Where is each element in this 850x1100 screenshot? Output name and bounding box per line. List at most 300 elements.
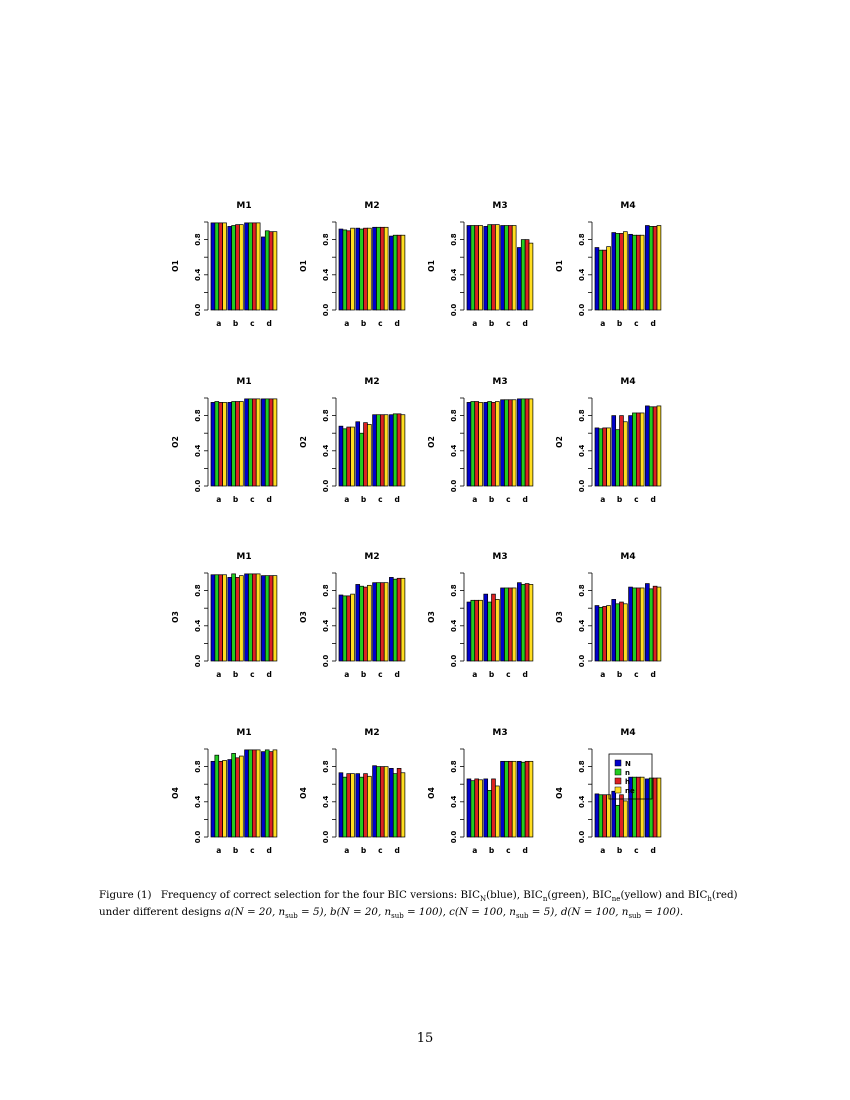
- panel-m4-o3: [555, 552, 661, 679]
- bar-blue: [612, 599, 616, 661]
- bar-green: [248, 750, 252, 837]
- page-number: 15: [416, 1031, 434, 1046]
- bar-red: [269, 752, 273, 837]
- bar-yellow: [512, 761, 516, 837]
- bar-yellow: [479, 402, 483, 486]
- y-tick-label: 0.0: [194, 479, 202, 493]
- figure-caption: [99, 889, 759, 923]
- bar-green: [232, 402, 236, 486]
- panel-m3-o3: [427, 552, 533, 679]
- caption-design: = 100),: [403, 906, 446, 919]
- y-tick-label: 0.0: [194, 654, 202, 668]
- y-tick-label: 0.0: [578, 654, 586, 668]
- y-axis-label: O2: [555, 436, 564, 448]
- x-tick-label: a: [600, 670, 606, 679]
- bar-blue: [261, 752, 265, 837]
- bar-yellow: [607, 428, 611, 486]
- bar-yellow: [367, 585, 371, 661]
- panel-m3-o2: [427, 377, 533, 504]
- bar-blue: [484, 779, 488, 837]
- caption-text: (yellow) and BIC: [620, 889, 708, 901]
- bar-yellow: [657, 778, 661, 837]
- bar-blue: [245, 750, 249, 837]
- bar-green: [343, 777, 347, 837]
- bar-red: [508, 761, 512, 837]
- x-tick-label: a: [216, 495, 222, 504]
- bar-yellow: [623, 232, 627, 310]
- bar-green: [248, 223, 252, 310]
- bar-blue: [595, 248, 599, 310]
- bar-green: [649, 226, 653, 310]
- x-tick-label: d: [522, 495, 528, 504]
- y-tick-label: 0.4: [194, 795, 202, 809]
- caption-text: (blue), BIC: [486, 889, 543, 901]
- y-axis-label: O2: [299, 436, 308, 448]
- bar-green: [376, 767, 380, 837]
- bar-yellow: [256, 399, 260, 486]
- bar-yellow: [351, 594, 355, 661]
- legend-label: N: [625, 760, 631, 768]
- bar-green: [248, 574, 252, 661]
- bar-green: [343, 230, 347, 310]
- x-tick-label: a: [216, 670, 222, 679]
- bar-red: [653, 226, 657, 310]
- panel-m2-o4: [299, 728, 405, 855]
- panel-m4-o2: [555, 377, 661, 504]
- x-tick-label: b: [488, 495, 495, 504]
- bar-green: [521, 762, 525, 837]
- x-tick-label: c: [378, 846, 383, 855]
- x-tick-label: d: [522, 670, 528, 679]
- bar-red: [620, 233, 624, 310]
- y-axis-label: O2: [171, 436, 180, 448]
- bar-red: [620, 602, 624, 661]
- bar-red: [219, 402, 223, 486]
- panel-title: M3: [492, 728, 508, 738]
- bar-blue: [228, 226, 232, 310]
- x-tick-label: c: [250, 670, 255, 679]
- bar-yellow: [529, 584, 533, 661]
- bar-blue: [211, 223, 215, 310]
- bar-blue: [356, 228, 360, 310]
- bar-blue: [517, 248, 521, 310]
- panel-title: M4: [620, 552, 636, 562]
- bar-green: [521, 240, 525, 310]
- bar-red: [508, 400, 512, 486]
- bar-green: [265, 576, 269, 661]
- x-tick-label: d: [650, 846, 656, 855]
- y-axis-label: O4: [555, 787, 564, 799]
- bar-blue: [595, 428, 599, 486]
- x-tick-label: d: [394, 846, 400, 855]
- bar-yellow: [367, 228, 371, 310]
- y-tick-label: 0.4: [194, 268, 202, 282]
- y-tick-label: 0.4: [322, 268, 330, 282]
- bar-blue: [645, 226, 649, 310]
- y-axis-label: O3: [171, 611, 180, 623]
- bar-blue: [228, 577, 232, 661]
- bar-yellow: [495, 402, 499, 486]
- bar-red: [252, 223, 256, 310]
- y-tick-label: 0.4: [194, 444, 202, 458]
- bar-red: [397, 578, 401, 661]
- bar-blue: [356, 422, 360, 486]
- bar-green: [488, 790, 492, 837]
- bar-blue: [517, 583, 521, 661]
- bar-red: [475, 779, 479, 837]
- x-tick-label: d: [266, 495, 272, 504]
- bar-red: [508, 588, 512, 661]
- bar-blue: [629, 416, 633, 486]
- y-tick-label: 0.8: [194, 584, 202, 597]
- bar-yellow: [479, 780, 483, 837]
- bar-yellow: [256, 750, 260, 837]
- bar-green: [632, 588, 636, 661]
- x-tick-label: b: [488, 319, 495, 328]
- bar-yellow: [384, 227, 388, 310]
- bar-yellow: [512, 400, 516, 486]
- bar-yellow: [273, 232, 277, 310]
- panel-title: M2: [364, 728, 380, 738]
- x-tick-label: a: [472, 670, 478, 679]
- bar-yellow: [351, 427, 355, 486]
- bar-green: [488, 402, 492, 486]
- panel-m3-o4: [427, 728, 533, 855]
- y-tick-label: 0.0: [450, 654, 458, 668]
- bar-red: [475, 226, 479, 310]
- bar-yellow: [273, 399, 277, 486]
- bar-red: [269, 232, 273, 310]
- caption-text: Frequency of correct selection for the four BIC versions: BIC: [160, 889, 480, 901]
- bar-yellow: [273, 576, 277, 661]
- y-tick-label: 0.4: [450, 795, 458, 809]
- bar-green: [471, 600, 475, 661]
- bar-blue: [595, 794, 599, 837]
- y-axis-label: O4: [171, 787, 180, 799]
- x-tick-label: d: [394, 495, 400, 504]
- bar-green: [343, 596, 347, 661]
- bar-yellow: [623, 422, 627, 486]
- x-tick-label: d: [522, 846, 528, 855]
- bar-green: [376, 415, 380, 486]
- x-tick-label: a: [472, 846, 478, 855]
- bar-red: [603, 606, 607, 661]
- bar-yellow: [512, 226, 516, 310]
- y-tick-label: 0.4: [578, 268, 586, 282]
- bar-blue: [645, 406, 649, 486]
- bar-red: [219, 223, 223, 310]
- bar-red: [636, 235, 640, 310]
- panel-title: M4: [620, 728, 636, 738]
- x-tick-label: d: [266, 319, 272, 328]
- y-tick-label: 0.8: [578, 233, 586, 246]
- bar-blue: [612, 791, 616, 837]
- y-axis-label: O3: [299, 611, 308, 623]
- x-tick-label: a: [472, 495, 478, 504]
- y-tick-label: 0.8: [194, 409, 202, 422]
- bar-yellow: [657, 587, 661, 661]
- legend-label: h: [625, 778, 630, 786]
- bar-red: [475, 402, 479, 486]
- caption-sub: ne: [611, 895, 621, 904]
- x-tick-label: b: [488, 670, 495, 679]
- bar-red: [653, 586, 657, 661]
- bar-yellow: [623, 801, 627, 837]
- bar-green: [471, 226, 475, 310]
- bar-blue: [629, 587, 633, 661]
- panel-title: M3: [492, 201, 508, 211]
- x-tick-label: a: [216, 846, 222, 855]
- bar-blue: [389, 236, 393, 310]
- bar-red: [364, 587, 368, 661]
- bar-blue: [339, 595, 343, 661]
- bar-red: [252, 399, 256, 486]
- x-tick-label: d: [522, 319, 528, 328]
- bar-green: [343, 429, 347, 486]
- y-tick-label: 0.8: [578, 584, 586, 597]
- bar-yellow: [384, 767, 388, 837]
- bar-yellow: [401, 235, 405, 310]
- y-tick-label: 0.8: [322, 409, 330, 422]
- x-tick-label: c: [250, 495, 255, 504]
- panel-title: M2: [364, 552, 380, 562]
- y-tick-label: 0.0: [450, 303, 458, 317]
- bar-green: [649, 589, 653, 661]
- y-tick-label: 0.8: [450, 584, 458, 597]
- bar-green: [232, 753, 236, 837]
- panel-title: M3: [492, 377, 508, 387]
- y-tick-label: 0.8: [578, 760, 586, 773]
- x-tick-label: b: [232, 670, 239, 679]
- y-tick-label: 0.4: [450, 268, 458, 282]
- x-tick-label: b: [360, 670, 367, 679]
- caption-text: under different designs: [99, 906, 225, 919]
- bar-yellow: [239, 756, 243, 837]
- bar-green: [232, 574, 236, 661]
- bar-blue: [501, 761, 505, 837]
- bar-green: [360, 229, 364, 310]
- bar-blue: [339, 773, 343, 837]
- bar-red: [252, 574, 256, 661]
- panel-title: M1: [236, 201, 252, 211]
- bar-green: [471, 402, 475, 486]
- y-tick-label: 0.0: [450, 479, 458, 493]
- y-tick-label: 0.0: [322, 654, 330, 668]
- bar-red: [492, 594, 496, 661]
- bar-red: [397, 235, 401, 310]
- bar-red: [397, 414, 401, 486]
- panel-m2-o2: [299, 377, 405, 504]
- bar-blue: [356, 774, 360, 837]
- legend-swatch: [615, 769, 621, 775]
- x-tick-label: c: [250, 846, 255, 855]
- bar-red: [653, 407, 657, 486]
- bar-green: [504, 226, 508, 310]
- bar-yellow: [623, 604, 627, 661]
- bar-yellow: [607, 247, 611, 310]
- bar-yellow: [223, 402, 227, 486]
- caption-design: = 100).: [641, 906, 684, 919]
- x-tick-label: d: [650, 319, 656, 328]
- y-axis-label: O4: [427, 787, 436, 799]
- y-tick-label: 0.0: [322, 479, 330, 493]
- bar-blue: [501, 226, 505, 310]
- bar-red: [492, 779, 496, 837]
- x-tick-label: c: [506, 846, 511, 855]
- y-tick-label: 0.0: [578, 303, 586, 317]
- bar-green: [376, 583, 380, 661]
- bar-red: [603, 428, 607, 486]
- bar-red: [525, 399, 529, 486]
- bar-red: [364, 228, 368, 310]
- y-tick-label: 0.0: [322, 303, 330, 317]
- bar-blue: [339, 229, 343, 310]
- panel-m3-o1: [427, 201, 533, 328]
- x-tick-label: d: [650, 670, 656, 679]
- panel-m2-o3: [299, 552, 405, 679]
- y-tick-label: 0.4: [322, 619, 330, 633]
- y-tick-label: 0.8: [322, 233, 330, 246]
- y-tick-label: 0.8: [322, 584, 330, 597]
- bar-blue: [517, 761, 521, 837]
- panel-title: M4: [620, 201, 636, 211]
- x-tick-label: c: [378, 670, 383, 679]
- bar-blue: [467, 602, 471, 661]
- bar-green: [215, 575, 219, 661]
- bar-red: [380, 227, 384, 310]
- x-tick-label: c: [634, 319, 639, 328]
- caption-sub: n: [542, 895, 548, 904]
- bar-blue: [645, 779, 649, 837]
- bar-blue: [645, 584, 649, 661]
- y-tick-label: 0.8: [450, 409, 458, 422]
- caption-text: (red): [711, 889, 738, 901]
- caption-sub: N: [479, 895, 487, 904]
- bar-yellow: [607, 795, 611, 837]
- x-tick-label: c: [378, 319, 383, 328]
- panel-m1-o1: [171, 201, 277, 328]
- y-axis-label: O1: [555, 260, 564, 272]
- panel-m1-o4: [171, 728, 277, 855]
- bar-blue: [356, 584, 360, 661]
- bar-blue: [245, 399, 249, 486]
- bar-blue: [373, 766, 377, 837]
- bar-blue: [389, 768, 393, 837]
- x-tick-label: b: [360, 495, 367, 504]
- bar-yellow: [401, 415, 405, 486]
- bar-green: [521, 399, 525, 486]
- bar-yellow: [657, 226, 661, 310]
- x-tick-label: a: [600, 846, 606, 855]
- bar-yellow: [351, 774, 355, 837]
- bar-red: [269, 576, 273, 661]
- bar-green: [215, 402, 219, 486]
- bar-green: [360, 586, 364, 661]
- x-tick-label: b: [360, 846, 367, 855]
- bar-red: [492, 225, 496, 310]
- bar-yellow: [479, 226, 483, 310]
- caption-design: = 5),: [297, 906, 327, 919]
- bar-yellow: [401, 578, 405, 661]
- bar-yellow: [607, 606, 611, 661]
- bar-blue: [389, 415, 393, 486]
- bar-red: [492, 402, 496, 486]
- bar-green: [632, 413, 636, 486]
- bar-blue: [389, 577, 393, 661]
- bar-blue: [517, 399, 521, 486]
- bar-yellow: [223, 760, 227, 837]
- bar-green: [265, 399, 269, 486]
- bar-green: [616, 805, 620, 837]
- bar-red: [347, 427, 351, 486]
- x-tick-label: a: [344, 495, 350, 504]
- bar-blue: [484, 402, 488, 486]
- y-tick-label: 0.4: [322, 444, 330, 458]
- bar-blue: [467, 226, 471, 310]
- x-tick-label: d: [650, 495, 656, 504]
- y-axis-label: O4: [299, 787, 308, 799]
- y-axis-label: O1: [171, 260, 180, 272]
- bar-green: [215, 755, 219, 837]
- bar-red: [380, 415, 384, 486]
- bar-green: [616, 233, 620, 310]
- y-tick-label: 0.0: [450, 830, 458, 844]
- bar-red: [475, 600, 479, 661]
- x-tick-label: a: [344, 670, 350, 679]
- legend-label: n: [625, 769, 630, 777]
- x-tick-label: c: [634, 846, 639, 855]
- bar-blue: [373, 583, 377, 661]
- x-tick-label: b: [616, 319, 623, 328]
- bar-blue: [228, 760, 232, 837]
- bar-yellow: [239, 576, 243, 661]
- bar-red: [380, 767, 384, 837]
- y-tick-label: 0.8: [322, 760, 330, 773]
- y-axis-label: O3: [427, 611, 436, 623]
- bar-blue: [612, 416, 616, 486]
- y-tick-label: 0.0: [578, 479, 586, 493]
- bar-yellow: [384, 583, 388, 661]
- panel-title: M1: [236, 377, 252, 387]
- x-tick-label: d: [266, 670, 272, 679]
- bar-yellow: [495, 786, 499, 837]
- panel-m2-o1: [299, 201, 405, 328]
- caption-sub: sub: [285, 912, 298, 921]
- bar-blue: [245, 574, 249, 661]
- x-tick-label: c: [506, 670, 511, 679]
- y-tick-label: 0.4: [578, 444, 586, 458]
- panel-m4-o4: [555, 728, 661, 855]
- bar-blue: [211, 761, 215, 837]
- bar-yellow: [367, 776, 371, 837]
- panel-title: M1: [236, 728, 252, 738]
- bar-red: [236, 758, 240, 837]
- y-tick-label: 0.4: [450, 619, 458, 633]
- y-tick-label: 0.4: [450, 444, 458, 458]
- legend-swatch: [615, 787, 621, 793]
- y-axis-label: O1: [299, 260, 308, 272]
- x-tick-label: c: [634, 670, 639, 679]
- x-tick-label: c: [378, 495, 383, 504]
- caption-sub: sub: [628, 912, 642, 921]
- x-tick-label: d: [394, 319, 400, 328]
- x-tick-label: c: [250, 319, 255, 328]
- bar-yellow: [657, 406, 661, 486]
- bar-green: [265, 750, 269, 837]
- x-tick-label: b: [616, 670, 623, 679]
- bar-yellow: [256, 574, 260, 661]
- panel-title: M3: [492, 552, 508, 562]
